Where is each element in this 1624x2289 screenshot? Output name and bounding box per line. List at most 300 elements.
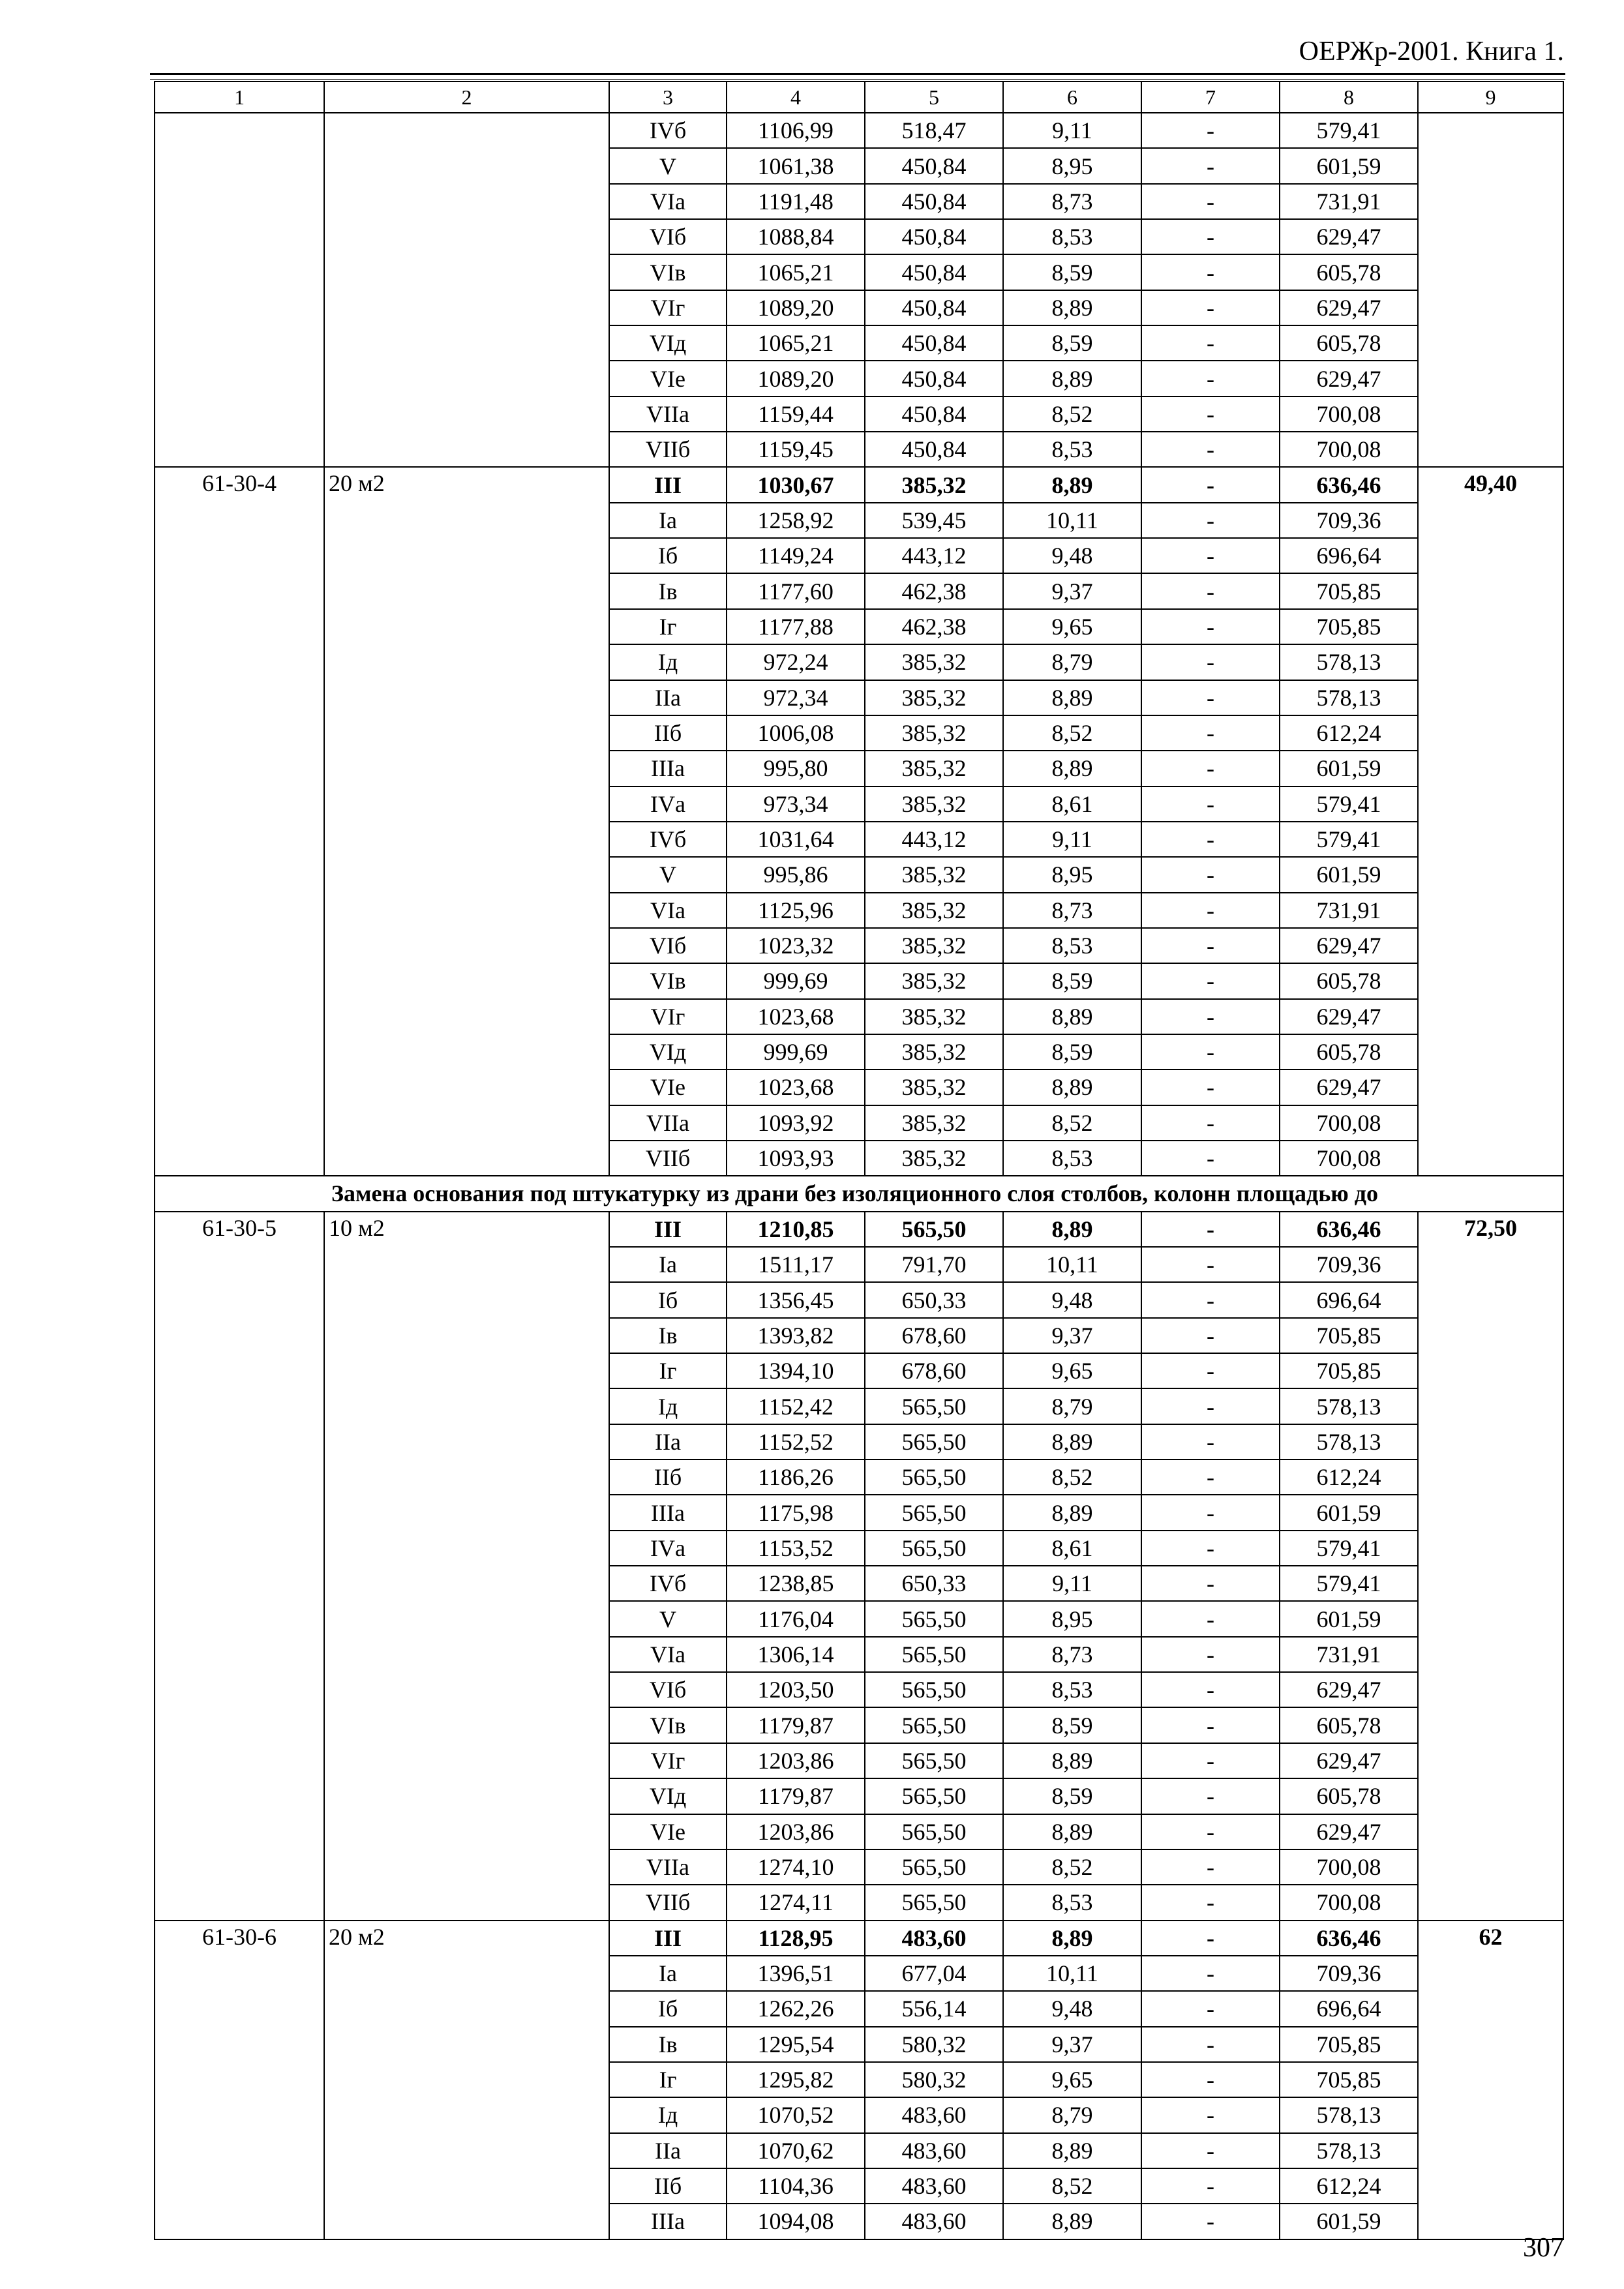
rate-code-cell [155,113,324,467]
value-cell: 385,32 [865,1034,1003,1070]
value-cell: - [1141,1814,1280,1849]
value-cell: - [1141,928,1280,963]
zone-cell: VIг [609,290,727,325]
value-cell: - [1141,963,1280,998]
value-cell: - [1141,1105,1280,1141]
value-cell: 450,84 [865,290,1003,325]
value-cell: 601,59 [1280,148,1418,183]
value-cell: 8,89 [1003,1424,1141,1459]
value-cell: 1238,85 [727,1566,865,1601]
value-cell: 700,08 [1280,396,1418,432]
value-cell: 1191,48 [727,184,865,219]
value-cell: 705,85 [1280,1353,1418,1388]
value-cell: 9,65 [1003,1353,1141,1388]
value-cell: 9,11 [1003,113,1141,148]
zone-cell: Iб [609,1282,727,1317]
value-cell: 578,13 [1280,680,1418,715]
column-number: 5 [865,82,1003,113]
value-cell: - [1141,680,1280,715]
value-cell: 579,41 [1280,1566,1418,1601]
column-9-cell: 72,50 [1418,1212,1563,1921]
zone-cell: Iа [609,1956,727,1991]
value-cell: 450,84 [865,184,1003,219]
rate-code-cell: 61-30-6 [155,1921,324,2239]
column-number: 1 [155,82,324,113]
column-number: 4 [727,82,865,113]
zone-cell: Iа [609,503,727,538]
value-cell: 700,08 [1280,432,1418,467]
value-cell: - [1141,1921,1280,1956]
value-cell: 8,95 [1003,1601,1141,1636]
value-cell: - [1141,1956,1280,1991]
value-cell: 8,89 [1003,1495,1141,1530]
unit-cell: 10 м2 [324,1212,609,1921]
value-cell: - [1141,290,1280,325]
value-cell: 629,47 [1280,290,1418,325]
value-cell: 1177,88 [727,609,865,644]
value-cell: 709,36 [1280,1247,1418,1282]
value-cell: 705,85 [1280,1318,1418,1353]
zone-cell: V [609,1601,727,1636]
value-cell: 8,95 [1003,148,1141,183]
value-cell: - [1141,893,1280,928]
value-cell: 8,53 [1003,928,1141,963]
zone-cell: VIIа [609,1105,727,1141]
value-cell: 9,37 [1003,1318,1141,1353]
value-cell: 1023,32 [727,928,865,963]
zone-cell: Iв [609,1318,727,1353]
zone-cell: VIд [609,325,727,361]
value-cell: 385,32 [865,963,1003,998]
value-cell: 650,33 [865,1566,1003,1601]
value-cell: 1153,52 [727,1531,865,1566]
value-cell: 385,32 [865,1105,1003,1141]
value-cell: 1089,20 [727,361,865,396]
value-cell: - [1141,1070,1280,1105]
value-cell: 972,34 [727,680,865,715]
value-cell: - [1141,822,1280,857]
value-cell: 8,89 [1003,751,1141,786]
value-cell: 601,59 [1280,857,1418,892]
table-row [155,467,1563,502]
zone-cell: IIа [609,680,727,715]
value-cell: 700,08 [1280,1849,1418,1885]
zone-cell: VIв [609,1707,727,1743]
value-cell: 1093,92 [727,1105,865,1141]
value-cell: 565,50 [865,1388,1003,1424]
value-cell: 1088,84 [727,219,865,254]
value-cell: 8,89 [1003,361,1141,396]
zone-cell: IIIа [609,2204,727,2239]
value-cell: 8,89 [1003,2204,1141,2239]
value-cell: 1125,96 [727,893,865,928]
value-cell: 8,89 [1003,1743,1141,1778]
value-cell: 696,64 [1280,1282,1418,1317]
value-cell: 385,32 [865,893,1003,928]
value-cell: 1175,98 [727,1495,865,1530]
value-cell: 565,50 [865,1778,1003,1814]
value-cell: 8,89 [1003,680,1141,715]
value-cell: 1393,82 [727,1318,865,1353]
value-cell: 565,50 [865,1743,1003,1778]
zone-cell: IVб [609,822,727,857]
value-cell: - [1141,1531,1280,1566]
value-cell: 1258,92 [727,503,865,538]
value-cell: 1356,45 [727,1282,865,1317]
value-cell: 565,50 [865,1637,1003,1672]
value-cell: 972,24 [727,644,865,680]
value-cell: - [1141,396,1280,432]
value-cell: 8,52 [1003,1105,1141,1141]
value-cell: 539,45 [865,503,1003,538]
value-cell: 1274,10 [727,1849,865,1885]
zone-cell: IIа [609,2133,727,2168]
value-cell: 629,47 [1280,1814,1418,1849]
column-number: 6 [1003,82,1141,113]
value-cell: 10,11 [1003,503,1141,538]
value-cell: 9,11 [1003,822,1141,857]
value-cell: 1203,50 [727,1672,865,1707]
value-cell: - [1141,1388,1280,1424]
value-cell: 483,60 [865,1921,1003,1956]
value-cell: 1159,45 [727,432,865,467]
value-cell: 999,69 [727,1034,865,1070]
value-cell: 8,73 [1003,184,1141,219]
unit-cell [324,113,609,467]
value-cell: 601,59 [1280,2204,1418,2239]
rates-table [154,81,1564,2240]
zone-cell: Iв [609,573,727,608]
value-cell: 385,32 [865,786,1003,822]
value-cell: 462,38 [865,573,1003,608]
value-cell: 995,80 [727,751,865,786]
value-cell: 443,12 [865,538,1003,573]
value-cell: 9,48 [1003,1282,1141,1317]
section-heading: Замена основания под штукатурку из драни без изоляционного слоя столбов, колонн площадью до [155,1176,1563,1211]
value-cell: 629,47 [1280,1672,1418,1707]
value-cell: 601,59 [1280,1495,1418,1530]
value-cell: 731,91 [1280,184,1418,219]
value-cell: 8,59 [1003,963,1141,998]
zone-cell: III [609,1212,727,1247]
value-cell: 1394,10 [727,1353,865,1388]
column-9-cell: 62 [1418,1921,1563,2239]
value-cell: 8,79 [1003,644,1141,680]
zone-cell: VIа [609,893,727,928]
value-cell: 9,65 [1003,2062,1141,2097]
value-cell: 8,53 [1003,1672,1141,1707]
value-cell: 580,32 [865,2027,1003,2062]
zone-cell: IIIа [609,751,727,786]
value-cell: - [1141,538,1280,573]
value-cell: 8,52 [1003,1459,1141,1495]
value-cell: 8,59 [1003,325,1141,361]
zone-cell: VIе [609,1070,727,1105]
value-cell: 1186,26 [727,1459,865,1495]
value-cell: 705,85 [1280,2062,1418,2097]
zone-cell: VIд [609,1034,727,1070]
header-rule-thin [150,79,1565,80]
value-cell: 578,13 [1280,1388,1418,1424]
table-row [155,1212,1563,1247]
value-cell: - [1141,644,1280,680]
value-cell: - [1141,432,1280,467]
value-cell: 565,50 [865,1885,1003,1920]
zone-cell: IIб [609,1459,727,1495]
value-cell: 605,78 [1280,325,1418,361]
column-number-row [155,82,1563,113]
zone-cell: V [609,857,727,892]
value-cell: 578,13 [1280,2133,1418,2168]
header-rule-thick [150,73,1565,75]
value-cell: 1306,14 [727,1637,865,1672]
value-cell: - [1141,148,1280,183]
value-cell: 578,13 [1280,1424,1418,1459]
rate-code-cell: 61-30-4 [155,467,324,1176]
value-cell: 450,84 [865,219,1003,254]
value-cell: 700,08 [1280,1885,1418,1920]
value-cell: 565,50 [865,1601,1003,1636]
value-cell: - [1141,503,1280,538]
value-cell: 8,53 [1003,1885,1141,1920]
value-cell: 1210,85 [727,1212,865,1247]
value-cell: - [1141,1459,1280,1495]
value-cell: 8,59 [1003,1707,1141,1743]
value-cell: - [1141,1424,1280,1459]
zone-cell: IIIа [609,1495,727,1530]
value-cell: - [1141,609,1280,644]
value-cell: 385,32 [865,751,1003,786]
value-cell: 636,46 [1280,1212,1418,1247]
value-cell: 579,41 [1280,1531,1418,1566]
value-cell: - [1141,2204,1280,2239]
value-cell: 8,61 [1003,786,1141,822]
zone-cell: Iд [609,1388,727,1424]
zone-cell: Iг [609,1353,727,1388]
value-cell: 8,53 [1003,219,1141,254]
value-cell: 385,32 [865,644,1003,680]
value-cell: 8,89 [1003,1212,1141,1247]
zone-cell: Iд [609,644,727,680]
value-cell: 1070,62 [727,2133,865,2168]
value-cell: 1065,21 [727,254,865,290]
value-cell: 1295,54 [727,2027,865,2062]
value-cell: - [1141,219,1280,254]
value-cell: 8,89 [1003,1814,1141,1849]
value-cell: 565,50 [865,1849,1003,1885]
value-cell: 1511,17 [727,1247,865,1282]
value-cell: 605,78 [1280,254,1418,290]
value-cell: 580,32 [865,2062,1003,2097]
value-cell: - [1141,1212,1280,1247]
value-cell: - [1141,1778,1280,1814]
value-cell: 8,59 [1003,1034,1141,1070]
value-cell: 450,84 [865,254,1003,290]
value-cell: 1070,52 [727,2097,865,2132]
value-cell: 8,89 [1003,1921,1141,1956]
zone-cell: VIг [609,999,727,1034]
zone-cell: Iг [609,2062,727,2097]
value-cell: - [1141,113,1280,148]
value-cell: 9,48 [1003,538,1141,573]
value-cell: 1106,99 [727,113,865,148]
value-cell: 705,85 [1280,609,1418,644]
value-cell: 1176,04 [727,1601,865,1636]
value-cell: 8,73 [1003,1637,1141,1672]
value-cell: 8,89 [1003,999,1141,1034]
value-cell: 1203,86 [727,1743,865,1778]
value-cell: 385,32 [865,680,1003,715]
value-cell: 973,34 [727,786,865,822]
value-cell: 999,69 [727,963,865,998]
value-cell: 1177,60 [727,573,865,608]
zone-cell: VIа [609,1637,727,1672]
zone-cell: VIв [609,254,727,290]
value-cell: 605,78 [1280,1778,1418,1814]
value-cell: 605,78 [1280,1034,1418,1070]
column-number: 9 [1418,82,1563,113]
zone-cell: VIе [609,1814,727,1849]
value-cell: 9,37 [1003,2027,1141,2062]
value-cell: 8,95 [1003,857,1141,892]
value-cell: 629,47 [1280,1743,1418,1778]
value-cell: 696,64 [1280,538,1418,573]
value-cell: 450,84 [865,148,1003,183]
value-cell: - [1141,715,1280,751]
zone-cell: VIIб [609,1885,727,1920]
value-cell: 678,60 [865,1353,1003,1388]
column-number: 7 [1141,82,1280,113]
value-cell: 791,70 [865,1247,1003,1282]
value-cell: - [1141,1637,1280,1672]
value-cell: 8,59 [1003,254,1141,290]
value-cell: 579,41 [1280,822,1418,857]
zone-cell: Iа [609,1247,727,1282]
value-cell: 8,52 [1003,715,1141,751]
value-cell: 612,24 [1280,2168,1418,2204]
value-cell: 1128,95 [727,1921,865,1956]
value-cell: 8,52 [1003,1849,1141,1885]
value-cell: 385,32 [865,999,1003,1034]
value-cell: 9,65 [1003,609,1141,644]
value-cell: - [1141,1141,1280,1176]
value-cell: - [1141,1885,1280,1920]
value-cell: - [1141,361,1280,396]
value-cell: - [1141,1353,1280,1388]
value-cell: 696,64 [1280,1991,1418,2026]
value-cell: 650,33 [865,1282,1003,1317]
value-cell: 578,13 [1280,644,1418,680]
value-cell: 8,53 [1003,1141,1141,1176]
value-cell: 709,36 [1280,1956,1418,1991]
value-cell: 1023,68 [727,1070,865,1105]
value-cell: 629,47 [1280,361,1418,396]
value-cell: - [1141,573,1280,608]
page-number: 307 [1523,2233,1564,2263]
value-cell: 385,32 [865,857,1003,892]
value-cell: 1093,93 [727,1141,865,1176]
value-cell: - [1141,1672,1280,1707]
value-cell: - [1141,2168,1280,2204]
value-cell: 565,50 [865,1707,1003,1743]
zone-cell: VIб [609,219,727,254]
value-cell: 443,12 [865,822,1003,857]
value-cell: 1262,26 [727,1991,865,2026]
value-cell: - [1141,325,1280,361]
value-cell: 612,24 [1280,715,1418,751]
value-cell: 10,11 [1003,1247,1141,1282]
value-cell: - [1141,254,1280,290]
value-cell: 601,59 [1280,1601,1418,1636]
value-cell: - [1141,1282,1280,1317]
value-cell: 1031,64 [727,822,865,857]
value-cell: 700,08 [1280,1105,1418,1141]
column-9-cell: 49,40 [1418,467,1563,1176]
value-cell: 1152,42 [727,1388,865,1424]
zone-cell: IVа [609,1531,727,1566]
value-cell: 629,47 [1280,219,1418,254]
value-cell: - [1141,1991,1280,2026]
zone-cell: III [609,467,727,502]
value-cell: 8,59 [1003,1778,1141,1814]
value-cell: 8,89 [1003,2133,1141,2168]
value-cell: 1295,82 [727,2062,865,2097]
value-cell: 995,86 [727,857,865,892]
zone-cell: IIа [609,1424,727,1459]
value-cell: 601,59 [1280,751,1418,786]
value-cell: 8,79 [1003,2097,1141,2132]
value-cell: 605,78 [1280,1707,1418,1743]
value-cell: 565,50 [865,1531,1003,1566]
value-cell: 8,89 [1003,290,1141,325]
value-cell: 8,89 [1003,467,1141,502]
value-cell: 385,32 [865,467,1003,502]
value-cell: 8,61 [1003,1531,1141,1566]
value-cell: - [1141,1707,1280,1743]
value-cell: 556,14 [865,1991,1003,2026]
value-cell: 8,52 [1003,396,1141,432]
zone-cell: IVа [609,786,727,822]
value-cell: 462,38 [865,609,1003,644]
rate-code-cell: 61-30-5 [155,1212,324,1921]
value-cell: 565,50 [865,1212,1003,1247]
zone-cell: VIг [609,1743,727,1778]
value-cell: 579,41 [1280,113,1418,148]
value-cell: 700,08 [1280,1141,1418,1176]
value-cell: - [1141,2133,1280,2168]
unit-cell: 20 м2 [324,467,609,1176]
value-cell: 677,04 [865,1956,1003,1991]
zone-cell: VIб [609,1672,727,1707]
value-cell: 731,91 [1280,1637,1418,1672]
value-cell: 629,47 [1280,999,1418,1034]
value-cell: - [1141,2062,1280,2097]
value-cell: 8,52 [1003,2168,1141,2204]
column-number: 2 [324,82,609,113]
value-cell: - [1141,1247,1280,1282]
unit-cell: 20 м2 [324,1921,609,2239]
zone-cell: IIб [609,715,727,751]
value-cell: 1065,21 [727,325,865,361]
value-cell: 8,89 [1003,1070,1141,1105]
value-cell: - [1141,2097,1280,2132]
value-cell: 1023,68 [727,999,865,1034]
value-cell: 518,47 [865,113,1003,148]
value-cell: 1094,08 [727,2204,865,2239]
zone-cell: VIIб [609,1141,727,1176]
value-cell: 8,79 [1003,1388,1141,1424]
value-cell: 636,46 [1280,467,1418,502]
